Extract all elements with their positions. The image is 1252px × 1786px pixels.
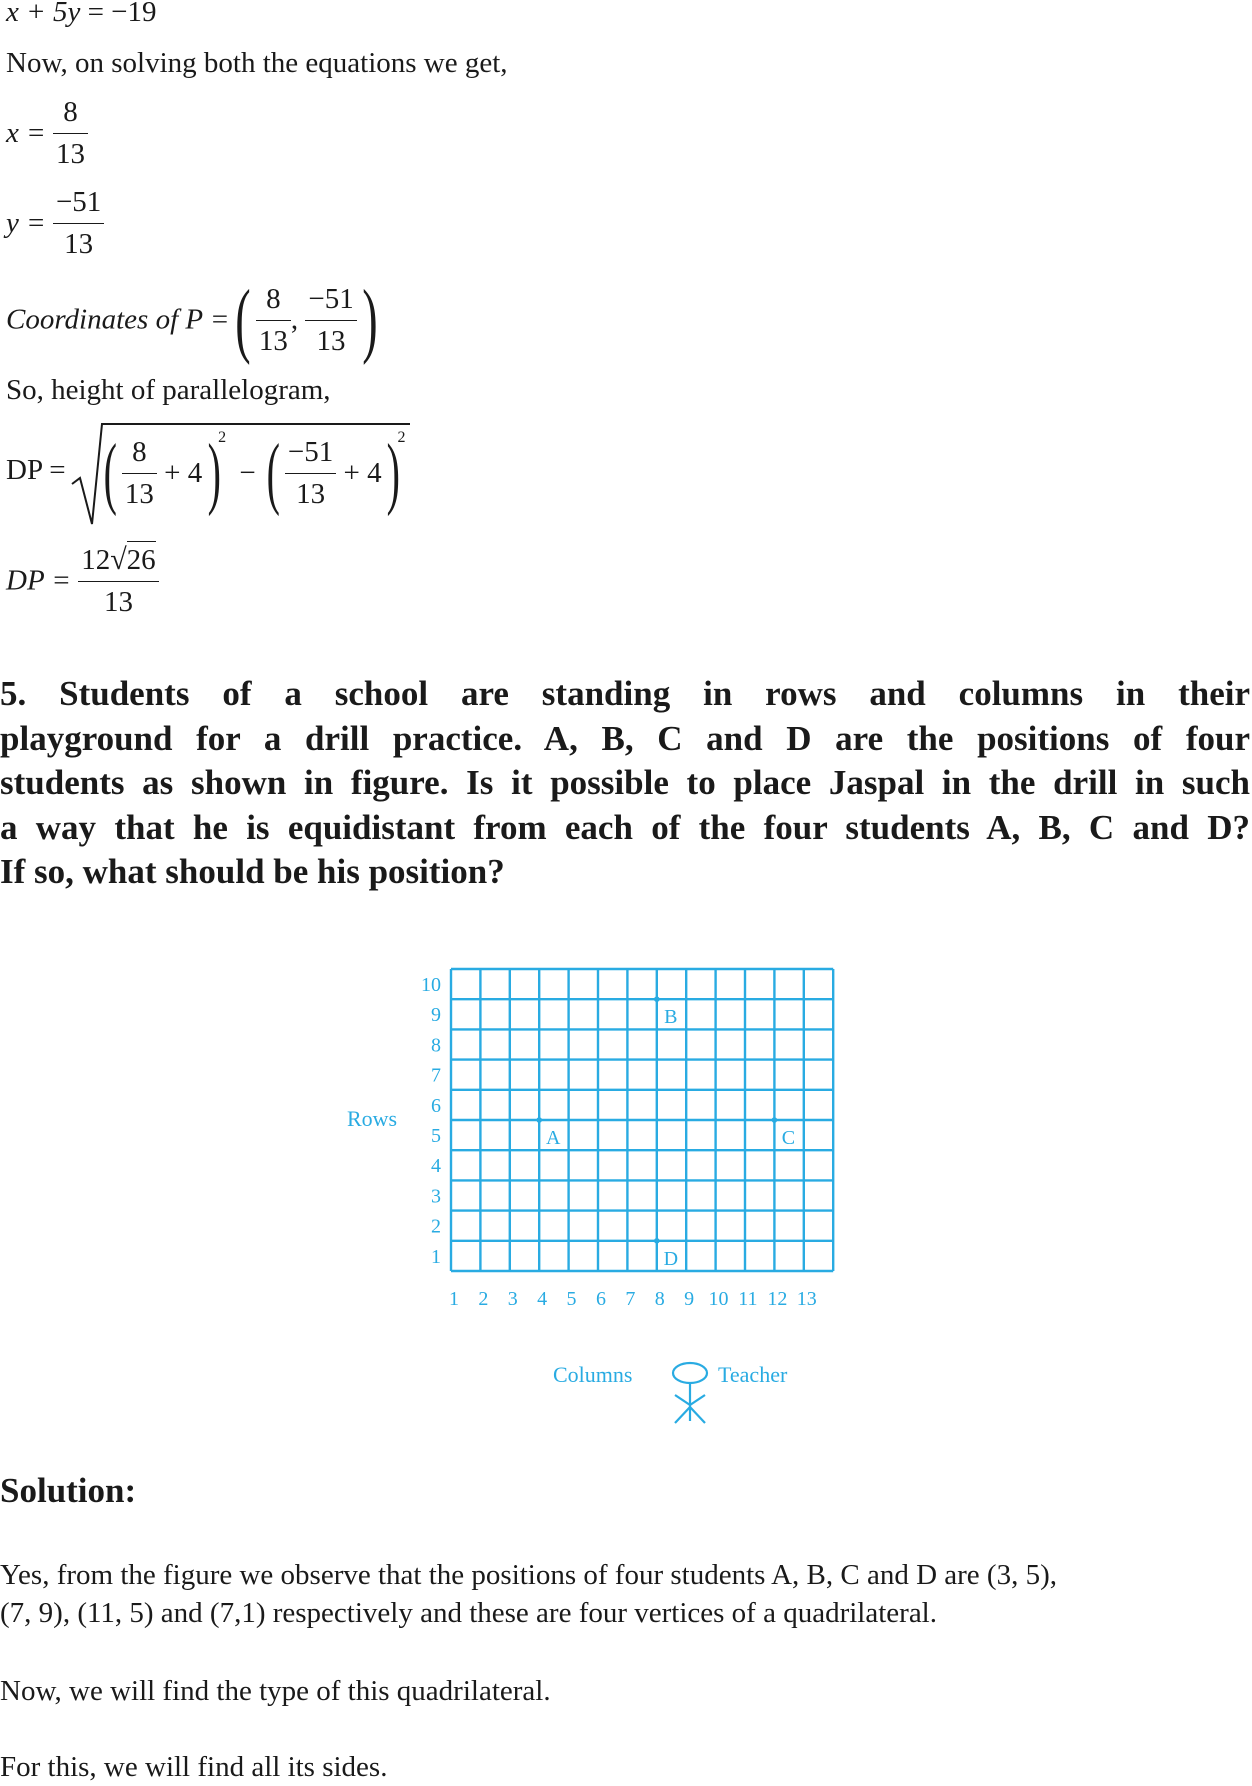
dp1-label: DP = bbox=[6, 454, 66, 486]
dp1-fraction-1 bbox=[122, 435, 157, 510]
row-tick-label: 8 bbox=[431, 1034, 441, 1057]
dp1-plus-2: + 4 bbox=[343, 456, 382, 489]
solution-heading: Solution: bbox=[0, 1471, 137, 1510]
teacher-label: Teacher bbox=[718, 1362, 788, 1387]
dp2-fraction bbox=[78, 545, 158, 617]
coord-fraction-1 bbox=[256, 282, 291, 357]
coordinates-label: Coordinates of P = bbox=[6, 303, 230, 336]
solution-para1-line2: (7, 9), (11, 5) and (7,1) respectively and these are four vertices of a quadrilateral. bbox=[0, 1597, 937, 1629]
solution-paragraph-3: For this, we will find all its sides. bbox=[0, 1751, 388, 1783]
question-line-4: a way that he is equidistant from each of the four students A, B, C and D? bbox=[0, 807, 1250, 847]
column-tick-label: 1 bbox=[448, 1288, 459, 1310]
dp1-numerator-2: −51 bbox=[285, 438, 336, 474]
dp1-plus-1: + 4 bbox=[164, 456, 203, 489]
coord-fraction-2 bbox=[305, 282, 356, 357]
question-line-1: 5. Students of a school are standing in rows and columns in their bbox=[0, 674, 1250, 713]
dp-result-expression bbox=[6, 545, 159, 617]
coord-comma: , bbox=[290, 303, 299, 336]
student-points bbox=[536, 996, 795, 1269]
student-point-label: D bbox=[663, 1247, 679, 1270]
x-numerator: 8 bbox=[53, 98, 88, 134]
drill-grid-figure bbox=[330, 955, 930, 1435]
dp2-coefficient: 12 bbox=[81, 544, 111, 576]
coord-denominator-2: 13 bbox=[316, 324, 346, 357]
column-tick-label: 3 bbox=[507, 1288, 518, 1310]
equation-rhs: = −19 bbox=[87, 0, 157, 28]
y-expression bbox=[6, 188, 104, 259]
column-tick-labels bbox=[449, 1288, 817, 1310]
row-tick-label: 7 bbox=[431, 1064, 441, 1087]
radical-sign: √ bbox=[110, 543, 127, 576]
y-denominator: 13 bbox=[64, 228, 94, 260]
column-tick-label: 9 bbox=[684, 1288, 695, 1310]
student-point-label: A bbox=[545, 1127, 561, 1149]
y-fraction bbox=[53, 188, 104, 259]
paren-open-2: ( bbox=[266, 429, 280, 518]
column-tick-label: 4 bbox=[537, 1288, 548, 1310]
row-tick-labels bbox=[421, 974, 441, 1268]
dp1-fraction-2 bbox=[285, 435, 336, 510]
student-point-c bbox=[772, 1117, 778, 1123]
paren-open-1: ( bbox=[103, 429, 117, 518]
x-denominator: 13 bbox=[55, 138, 85, 170]
sqrt-content bbox=[103, 429, 406, 518]
square-2: 2 bbox=[397, 429, 406, 446]
y-numerator: −51 bbox=[53, 188, 104, 224]
columns-label: Columns bbox=[553, 1362, 633, 1387]
equation-lhs: x + 5y bbox=[6, 0, 81, 28]
left-paren: ( bbox=[234, 273, 251, 366]
dp1-numerator-1: 8 bbox=[122, 438, 157, 474]
student-point-b bbox=[654, 996, 660, 1002]
rows-label: Rows bbox=[347, 1106, 398, 1131]
dp1-denominator-1: 13 bbox=[124, 477, 154, 510]
x-fraction bbox=[53, 98, 88, 169]
student-point-label: B bbox=[664, 1006, 678, 1029]
dp2-label: DP = bbox=[6, 564, 71, 597]
dp2-numerator bbox=[78, 545, 158, 582]
column-tick-label: 5 bbox=[566, 1288, 577, 1310]
column-tick-label: 10 bbox=[708, 1288, 729, 1310]
column-tick-label: 8 bbox=[654, 1288, 665, 1310]
question-5 bbox=[0, 672, 1250, 895]
student-point-d bbox=[654, 1238, 660, 1244]
question-line-5: If so, what should be his position? bbox=[0, 852, 505, 891]
column-tick-label: 2 bbox=[478, 1288, 489, 1310]
student-point-a bbox=[536, 1117, 542, 1123]
dp1-denominator-2: 13 bbox=[296, 477, 326, 510]
row-tick-label: 10 bbox=[421, 974, 441, 996]
column-tick-label: 11 bbox=[738, 1288, 758, 1310]
paren-close-2: ) bbox=[386, 429, 400, 518]
row-tick-label: 6 bbox=[431, 1094, 441, 1117]
coord-denominator-1: 13 bbox=[258, 324, 288, 357]
solution-para1-line1: Yes, from the figure we observe that the positions of four students A, B, C and D are (3, 5), bbox=[0, 1559, 1057, 1591]
equation-line bbox=[6, 0, 157, 27]
x-label: x = bbox=[6, 117, 46, 149]
dp1-minus: − bbox=[239, 456, 256, 489]
paren-close-1: ) bbox=[207, 429, 221, 518]
right-paren: ) bbox=[362, 273, 378, 366]
x-expression bbox=[6, 98, 88, 169]
question-line-3: students as shown in figure. Is it possible to place Jaspal in the drill in such bbox=[0, 763, 1250, 802]
height-text: So, height of parallelogram, bbox=[6, 374, 331, 406]
dp2-denominator: 13 bbox=[103, 586, 133, 618]
coordinates-expression bbox=[6, 273, 378, 366]
row-tick-label: 4 bbox=[431, 1155, 441, 1178]
column-tick-label: 7 bbox=[625, 1288, 636, 1310]
column-tick-label: 13 bbox=[796, 1288, 817, 1310]
row-tick-label: 5 bbox=[431, 1125, 441, 1147]
row-tick-label: 1 bbox=[431, 1245, 441, 1268]
coord-numerator-2: −51 bbox=[305, 285, 356, 321]
question-line-2: playground for a drill practice. A, B, C and D are the positions of four bbox=[0, 718, 1250, 758]
solving-text: Now, on solving both the equations we get, bbox=[6, 47, 508, 79]
student-point-label: C bbox=[781, 1127, 796, 1149]
row-tick-label: 3 bbox=[431, 1185, 441, 1208]
column-tick-label: 6 bbox=[595, 1288, 606, 1310]
square-1: 2 bbox=[218, 429, 227, 446]
teacher-icon bbox=[673, 1363, 707, 1423]
solution-paragraph-2: Now, we will find the type of this quadrilateral. bbox=[0, 1675, 551, 1707]
row-tick-label: 2 bbox=[431, 1215, 441, 1238]
column-tick-label: 12 bbox=[767, 1288, 788, 1310]
dp2-radicand: 26 bbox=[127, 541, 156, 576]
y-label: y = bbox=[6, 207, 46, 239]
row-tick-label: 9 bbox=[431, 1004, 441, 1027]
coord-numerator-1: 8 bbox=[256, 285, 291, 321]
solution-paragraph-1 bbox=[0, 1556, 1252, 1632]
